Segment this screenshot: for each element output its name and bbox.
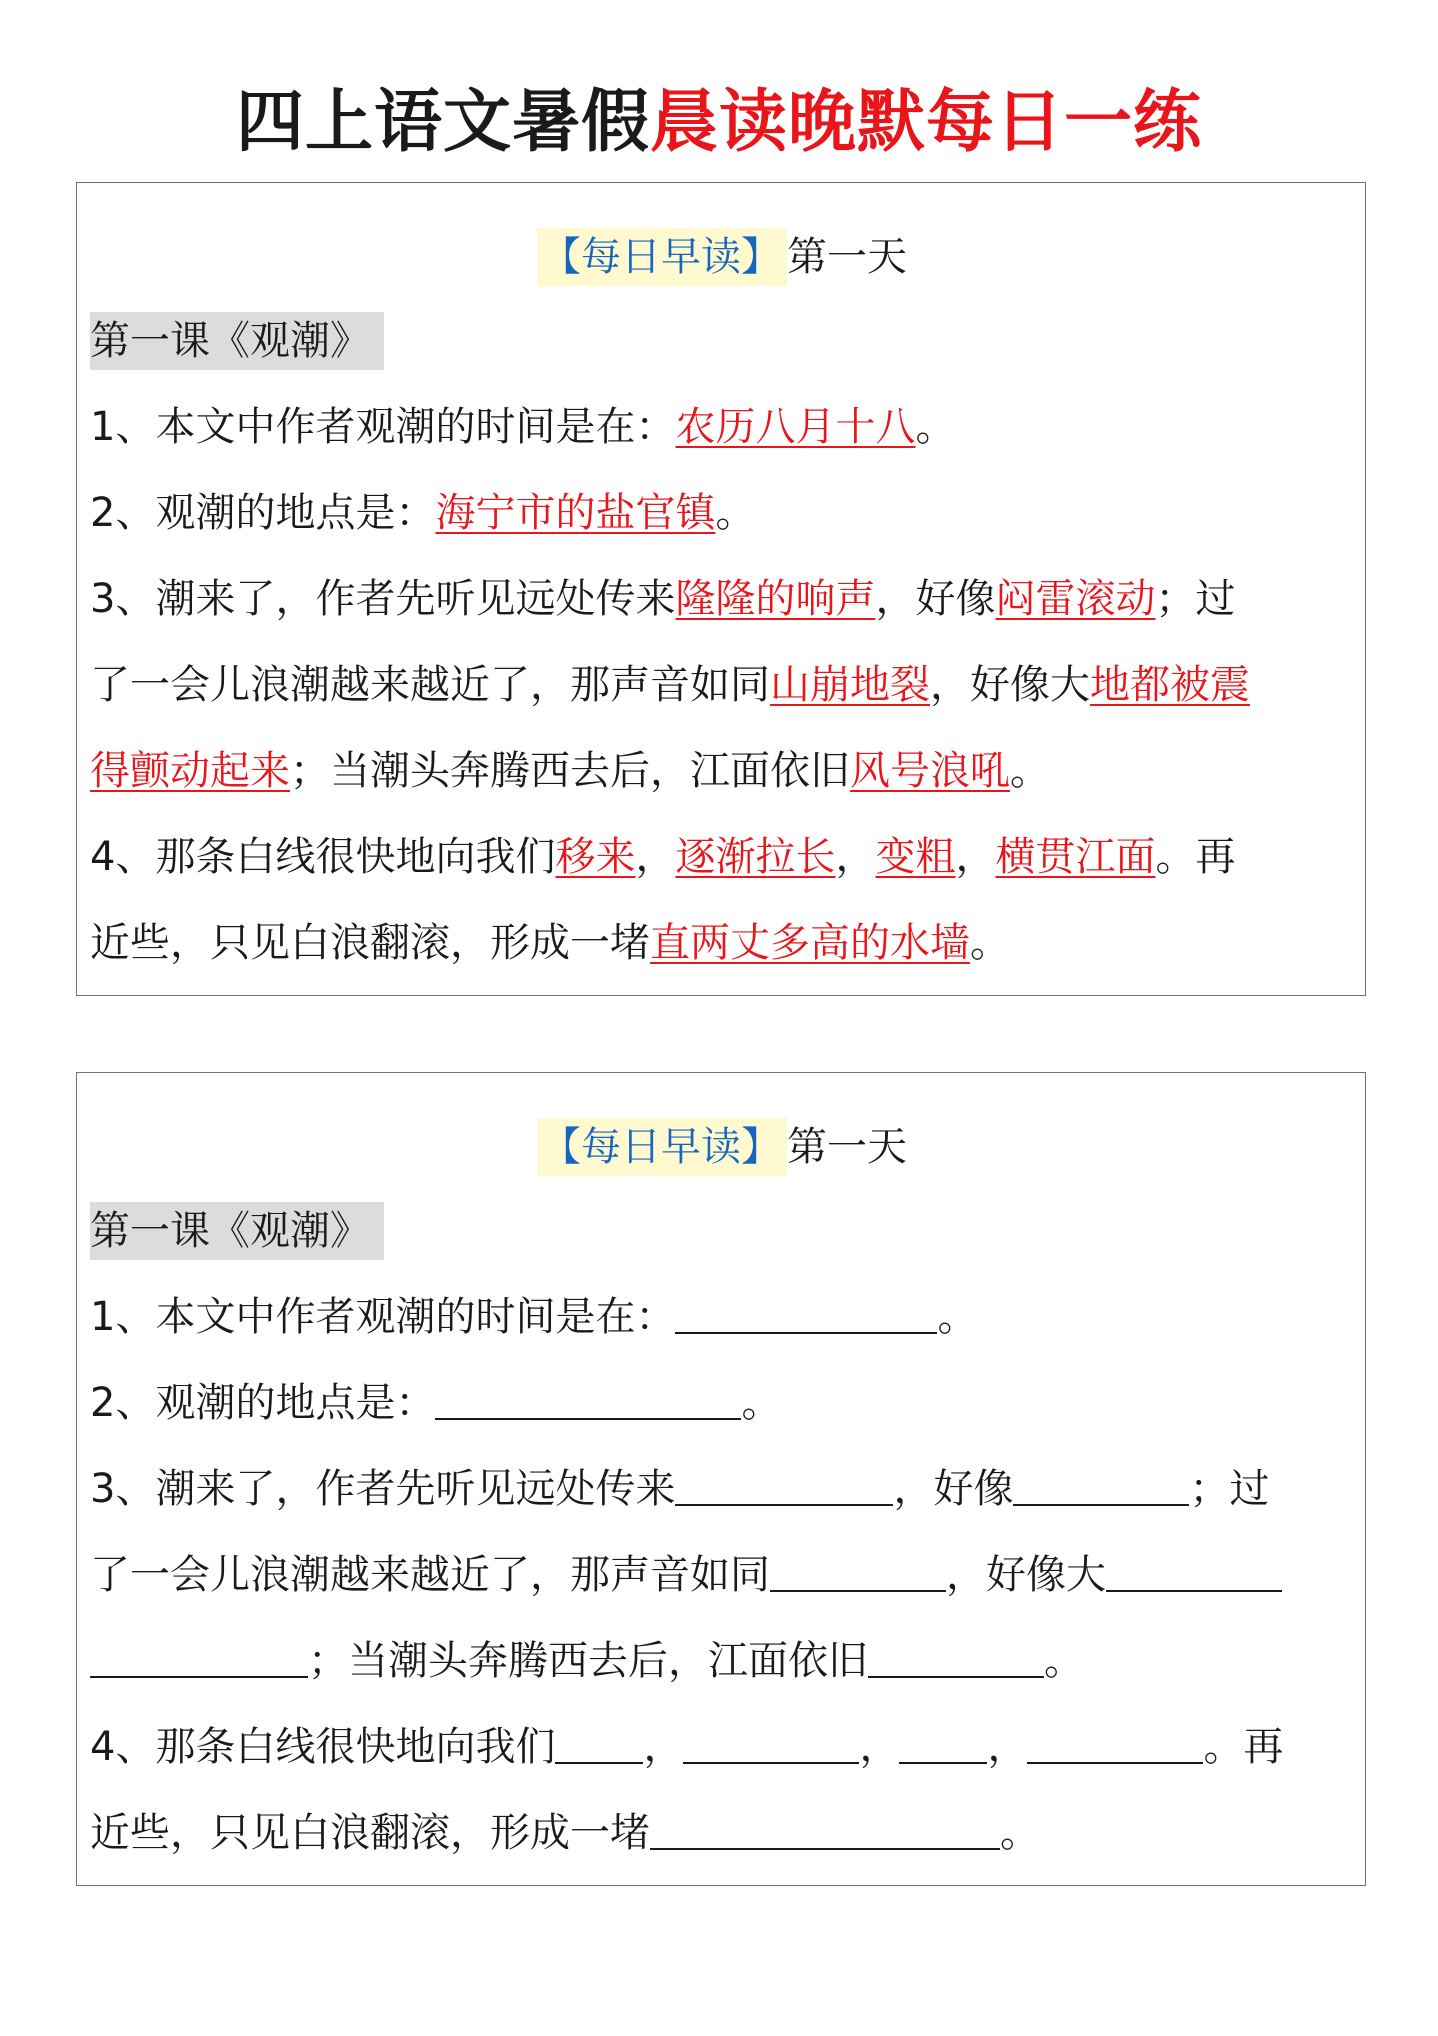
q4-blank-1[interactable]	[555, 1726, 643, 1764]
q4-text: 4、那条白线很快地向我们	[90, 834, 556, 880]
q3-text: 3、潮来了，作者先听见远处传来	[90, 1466, 676, 1512]
question-3-line-1	[90, 1459, 1352, 1519]
question-3-line-2	[90, 655, 1352, 715]
q4-sep: ，	[635, 834, 676, 880]
lesson-row	[90, 1201, 1352, 1261]
q4-text: 近些，只见白浪翻滚，形成一堵	[90, 1810, 650, 1856]
question-3-line-3	[90, 741, 1352, 801]
q4-answer-5: 直两丈多高的水墙	[650, 920, 970, 966]
q4-answer-3: 变粗	[875, 834, 956, 880]
q3-text: ；过	[1155, 576, 1236, 622]
q2-text: 2、观潮的地点是：	[90, 1380, 436, 1426]
q3-blank-4[interactable]	[1106, 1554, 1282, 1592]
question-1	[90, 1287, 1352, 1347]
card-header	[77, 227, 1367, 287]
q4-answer-4: 横贯江面	[995, 834, 1156, 880]
q1-end: 。	[937, 1294, 978, 1340]
q4-blank-3[interactable]	[899, 1726, 987, 1764]
q3-text: 了一会儿浪潮越来越近了，那声音如同	[90, 662, 770, 708]
q2-answer: 海宁市的盐官镇	[435, 490, 716, 536]
question-4-line-2	[90, 913, 1352, 973]
q3-text: ；当潮头奔腾西去后，江面依旧	[308, 1638, 868, 1684]
q4-end: 。	[1000, 1810, 1040, 1856]
q2-blank[interactable]	[435, 1382, 741, 1420]
q3-answer-4: 地都被震	[1090, 662, 1250, 708]
q2-end: 。	[741, 1380, 782, 1426]
question-3-line-1	[90, 569, 1352, 629]
q2-text: 2、观潮的地点是：	[90, 490, 436, 536]
q3-answer-4-cont: 得颤动起来	[90, 748, 290, 794]
question-2	[90, 483, 1352, 543]
q1-answer: 农历八月十八	[675, 404, 916, 450]
q1-end: 。	[915, 404, 956, 450]
q1-text: 1、本文中作者观潮的时间是在：	[90, 404, 676, 450]
q3-blank-5[interactable]	[868, 1640, 1044, 1678]
q4-blank-4[interactable]	[1027, 1726, 1203, 1764]
q4-blank-2[interactable]	[683, 1726, 859, 1764]
question-4-line-1	[90, 827, 1352, 887]
q4-sep: ，	[643, 1724, 684, 1770]
question-3-line-3	[90, 1631, 1352, 1691]
card-header	[77, 1117, 1367, 1177]
q2-end: 。	[715, 490, 756, 536]
q1-blank[interactable]	[675, 1296, 937, 1334]
question-4-line-2	[90, 1803, 1352, 1863]
q3-text: ；当潮头奔腾西去后，江面依旧	[290, 748, 850, 794]
q4-blank-5[interactable]	[650, 1812, 1000, 1850]
question-2	[90, 1373, 1352, 1433]
lesson-title: 第一课《观潮》	[90, 312, 384, 370]
q3-text: 了一会儿浪潮越来越近了，那声音如同	[90, 1552, 770, 1598]
q4-sep: ，	[987, 1724, 1028, 1770]
reading-card-answers	[76, 182, 1366, 996]
q4-answer-1: 移来	[555, 834, 636, 880]
q3-text: ，好像	[893, 1466, 1014, 1512]
q3-text: ；过	[1189, 1466, 1270, 1512]
day-label: 第一天	[787, 234, 907, 280]
q4-text: 。再	[1155, 834, 1236, 880]
title-black: 四上语文暑假	[235, 83, 650, 162]
q4-end: 。	[970, 920, 1010, 966]
q4-sep: ，	[859, 1724, 900, 1770]
page-title	[0, 78, 1438, 168]
lesson-title: 第一课《观潮》	[90, 1202, 384, 1260]
question-4-line-1	[90, 1717, 1352, 1777]
question-1	[90, 397, 1352, 457]
lesson-row	[90, 311, 1352, 371]
reading-card-blanks	[76, 1072, 1366, 1886]
q3-blank-4-cont[interactable]	[90, 1640, 308, 1678]
q4-answer-2: 逐渐拉长	[675, 834, 836, 880]
daily-reading-tag: 【每日早读】	[537, 228, 787, 286]
title-red: 晨读晚默每日一练	[650, 83, 1203, 162]
q4-sep: ，	[835, 834, 876, 880]
q3-text: ，好像	[875, 576, 996, 622]
q3-text: ，好像大	[930, 662, 1090, 708]
q4-text: 近些，只见白浪翻滚，形成一堵	[90, 920, 650, 966]
q4-text: 4、那条白线很快地向我们	[90, 1724, 556, 1770]
q3-answer-3: 山崩地裂	[770, 662, 930, 708]
day-label: 第一天	[787, 1124, 907, 1170]
q3-text: 3、潮来了，作者先听见远处传来	[90, 576, 676, 622]
daily-reading-tag: 【每日早读】	[537, 1118, 787, 1176]
q1-text: 1、本文中作者观潮的时间是在：	[90, 1294, 676, 1340]
q4-sep: ，	[955, 834, 996, 880]
q3-answer-5: 风号浪吼	[850, 748, 1010, 794]
question-3-line-2	[90, 1545, 1352, 1605]
q3-text: ，好像大	[946, 1552, 1106, 1598]
q3-blank-2[interactable]	[1013, 1468, 1189, 1506]
q3-blank-1[interactable]	[675, 1468, 893, 1506]
q3-answer-1: 隆隆的响声	[675, 576, 876, 622]
q3-end: 。	[1010, 748, 1050, 794]
q3-answer-2: 闷雷滚动	[995, 576, 1156, 622]
q3-blank-3[interactable]	[770, 1554, 946, 1592]
q4-text: 。再	[1203, 1724, 1284, 1770]
q3-end: 。	[1044, 1638, 1084, 1684]
